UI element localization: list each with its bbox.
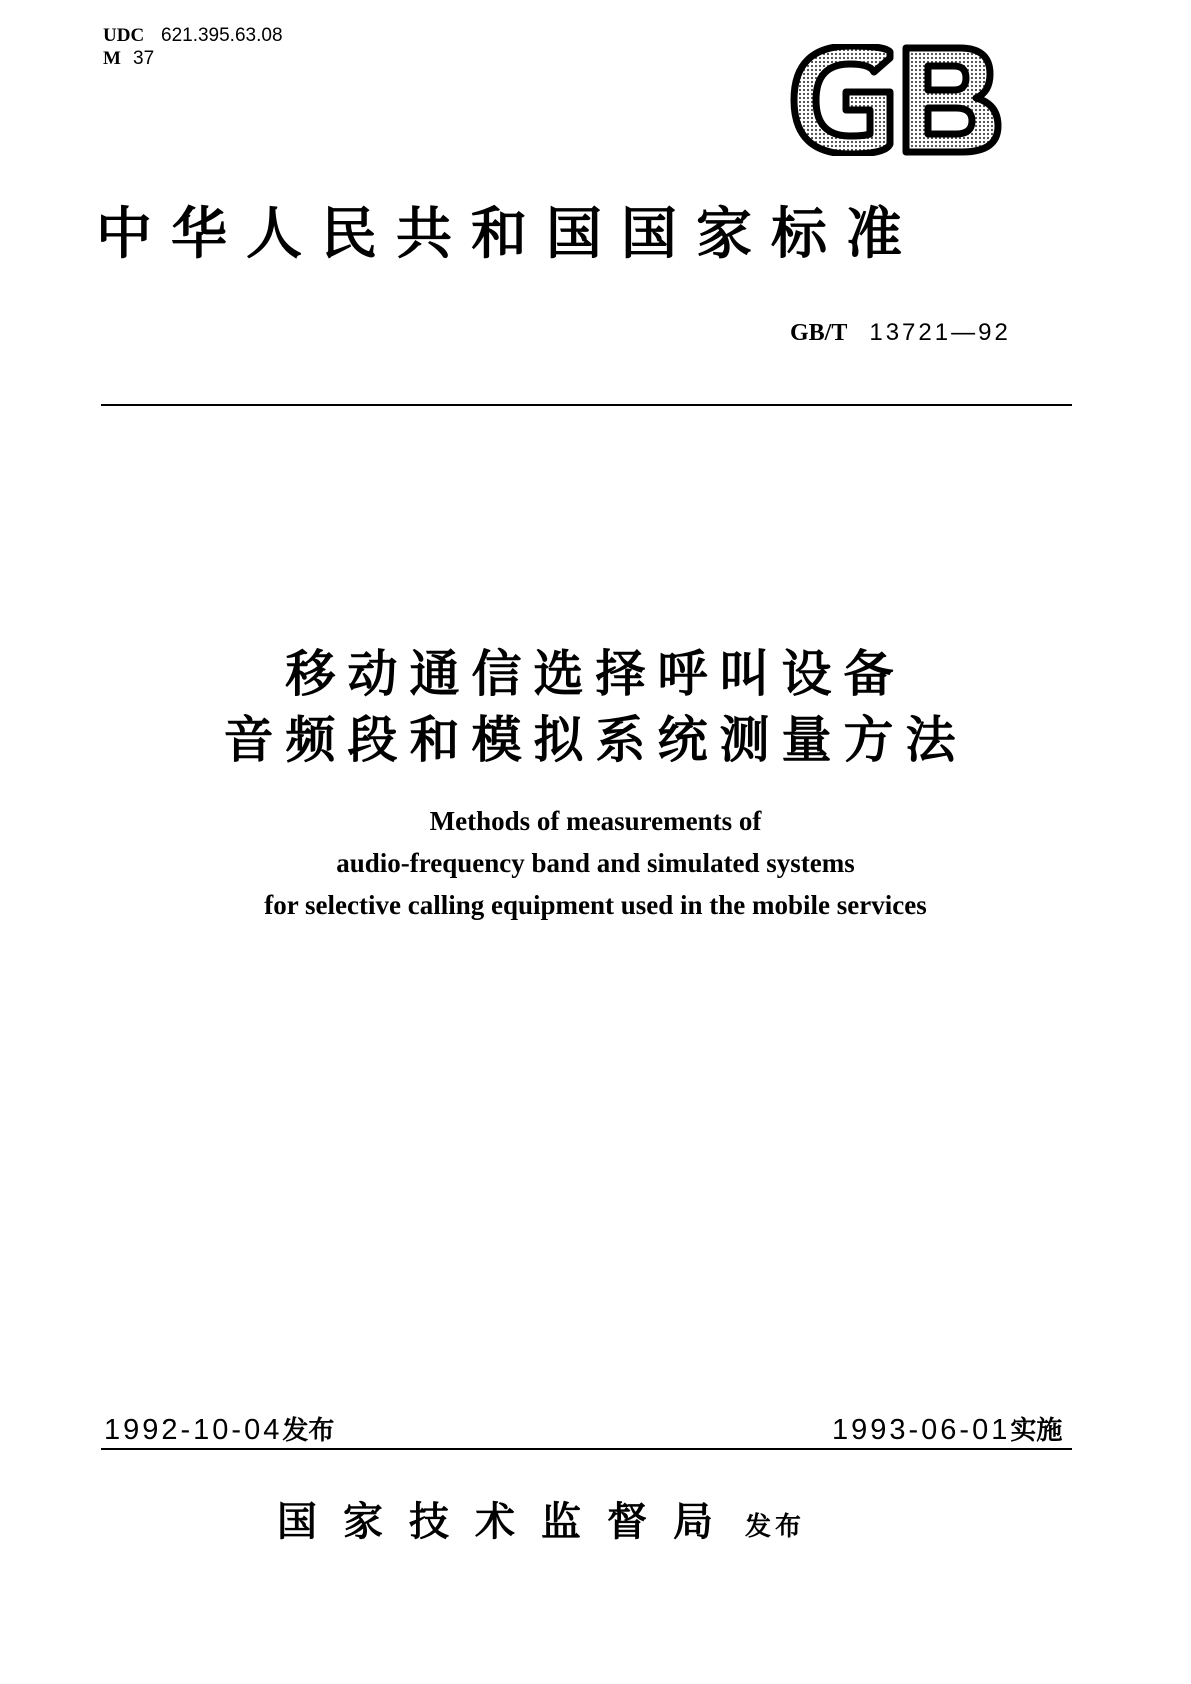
title-en-line3: for selective calling equipment used in the mobile services xyxy=(264,890,927,920)
publisher-org: 国家技术监督局 xyxy=(277,1498,739,1545)
issue-date-value: 1992-10-04 xyxy=(104,1414,283,1446)
standard-code: 13721—92 xyxy=(869,319,1011,346)
top-divider xyxy=(101,404,1072,406)
title-en-line2: audio-frequency band and simulated systems xyxy=(336,848,855,878)
class-label: M xyxy=(103,48,121,69)
standard-prefix: GB/T xyxy=(790,320,848,346)
issue-date-word: 发布 xyxy=(282,1416,335,1446)
title-cn-line2: 音频段和模拟系统测量方法 xyxy=(223,711,968,769)
effective-date-value: 1993-06-01 xyxy=(832,1414,1011,1446)
publisher-action: 发布 xyxy=(745,1512,806,1542)
udc-value: 621.395.63.08 xyxy=(161,25,283,46)
udc-label: UDC xyxy=(103,25,145,46)
national-standard-heading: 中华人民共和国国家标准 xyxy=(96,202,921,267)
issue-date xyxy=(104,1410,334,1447)
title-en-line1: Methods of measurements of xyxy=(429,806,762,836)
standard-number xyxy=(790,318,1011,347)
effective-date-word: 实施 xyxy=(1010,1416,1063,1446)
gb-logo xyxy=(790,44,1002,156)
udc-block xyxy=(103,24,283,70)
publisher-line xyxy=(277,1490,805,1547)
class-value: 37 xyxy=(133,48,155,69)
bottom-divider xyxy=(101,1448,1072,1450)
effective-date xyxy=(832,1410,1062,1447)
title-cn-line1: 移动通信选择呼叫设备 xyxy=(285,645,906,703)
